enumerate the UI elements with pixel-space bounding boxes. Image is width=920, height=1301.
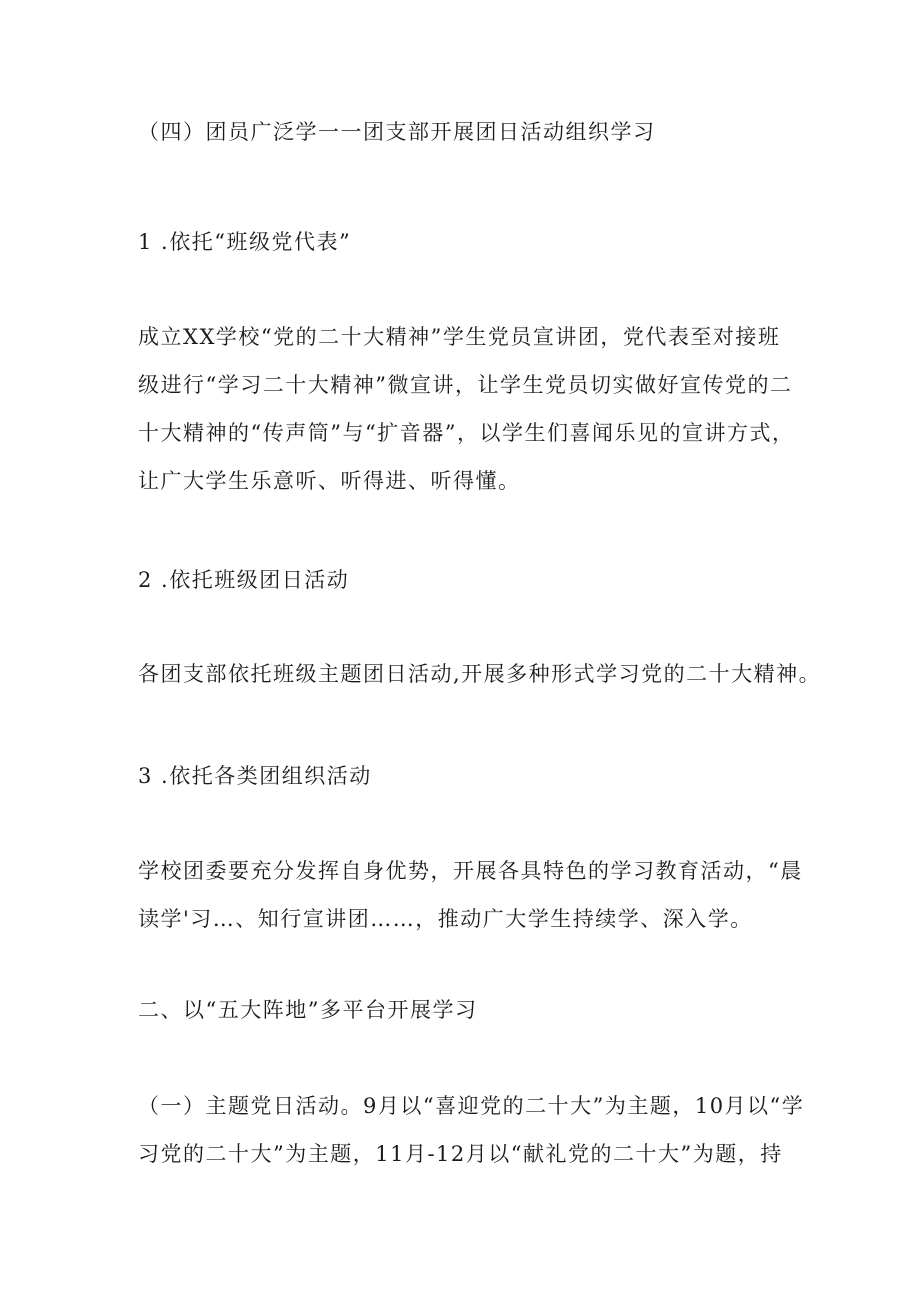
- section-2-item-1-paragraph: [138, 1082, 805, 1178]
- paragraph-line: 习党的二十大”为主题，11月-12月以“献礼党的二十大”为题，持: [138, 1142, 783, 1166]
- item-1-title: 1 .依托“班级党代表”: [138, 230, 352, 254]
- paragraph-line: 成立XX学校“党的二十大精神”学生党员宣讲团，党代表至对接班: [138, 325, 781, 349]
- item-3-paragraph: [138, 847, 803, 943]
- item-3-title: 3 .依托各类团组织活动: [138, 764, 372, 788]
- item-2-title: 2 .依托班级团日活动: [138, 568, 350, 592]
- paragraph-line: 学校团委要充分发挥自身优势，开展各具特色的学习教育活动，“晨: [138, 859, 803, 883]
- paragraph-line: （一）主题党日活动。9月以“喜迎党的二十大”为主题，10月以“学: [138, 1094, 805, 1118]
- item-2-body: 各团支部依托班级主题团日活动,开展多种形式学习党的二十大精神。: [138, 662, 822, 686]
- paragraph-line: 读学'习…、知行宣讲团……，推动广大学生持续学、深入学。: [138, 907, 753, 931]
- paragraph-line: 让广大学生乐意听、听得进、听得懂。: [138, 469, 521, 493]
- paragraph-line: 级进行“学习二十大精神”微宣讲，让学生党员切实做好宣传党的二: [138, 373, 793, 397]
- item-1-paragraph: [138, 313, 795, 505]
- subsection-heading-4: （四）团员广泛学一一团支部开展团日活动组织学习: [138, 120, 656, 144]
- paragraph-line: 十大精神的“传声筒”与“扩音器”，以学生们喜闻乐见的宣讲方式，: [138, 421, 795, 445]
- section-2-title: 二、以“五大阵地”多平台开展学习: [138, 998, 478, 1022]
